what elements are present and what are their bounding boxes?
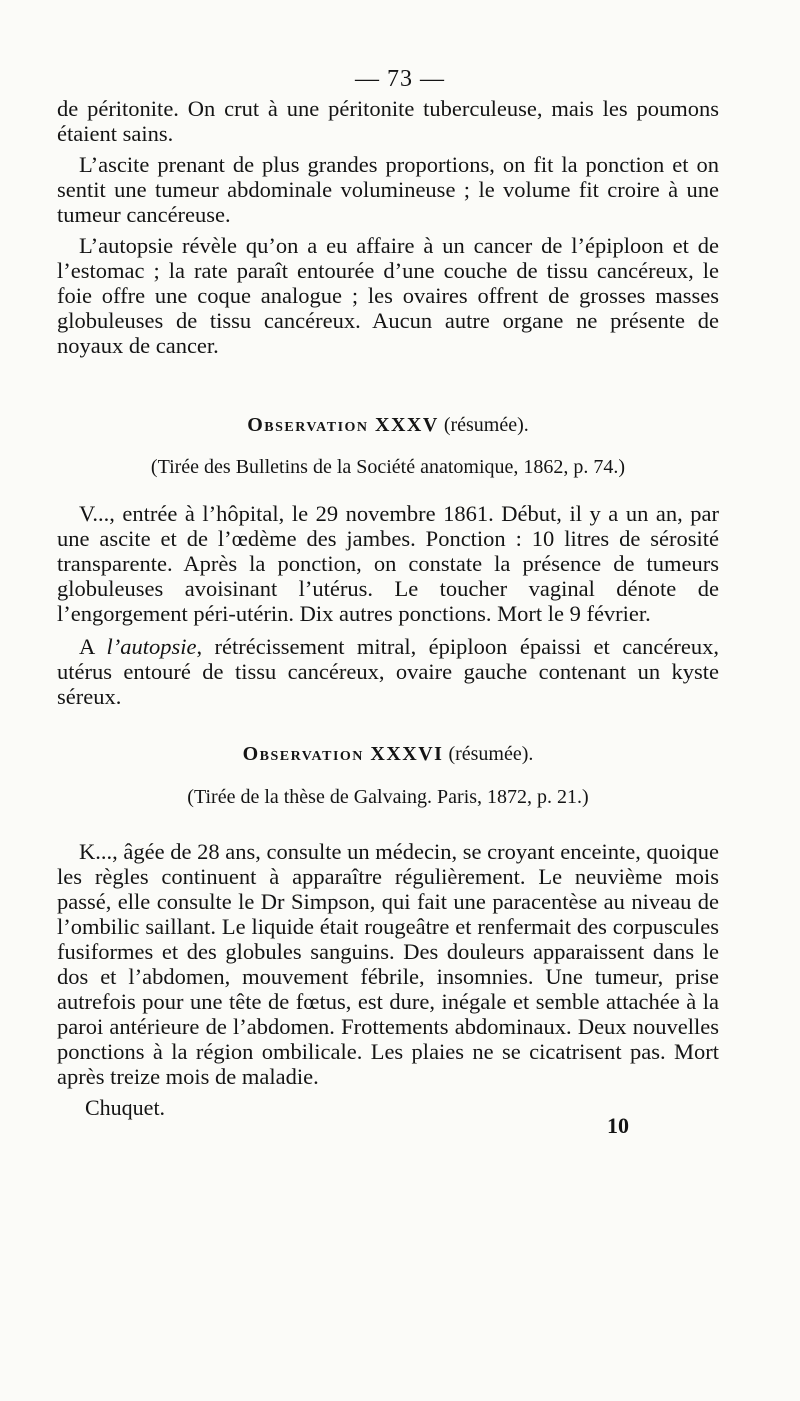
page-footer	[57, 1095, 719, 1138]
autopsy-prefix: A	[79, 634, 107, 659]
observation-35-case: V..., entrée à l’hôpital, le 29 novembre 1861. Début, il y a un an, par une ascite et de l’œdème des jambes. Ponction : 10 litres de sérosité transparente. Après la ponction, on constate la présence de tumeurs globuleuses avoisinant l’utérus. Le toucher vaginal dénote de l’engorgement péri-utérin. Dix autres ponctions. Mort le 9 février.	[57, 501, 719, 626]
observation-36-suffix: (résumée).	[443, 743, 534, 765]
observation-36-case: K..., âgée de 28 ans, consulte un médecin, se croyant enceinte, quoique les règles continuent à apparaître régulièrement. Le neuvième mois passé, elle consulte le Dr Simpson, qui fait une paracentèse au niveau de l’ombilic saillant. Le liquide était rougeâtre et renfermait des corpuscules fusiformes et des globules sanguins. Des douleurs apparaissent dans le dos et l’abdomen, mouvement fébrile, insomnies. Une tumeur, prise autrefois pour une tête de fœtus, est dure, inégale et semble attachée à la paroi antérieure de l’abdomen. Frottements abdominaux. Deux nouvelles ponctions à la région ombilicale. Les plaies ne se cicatrisent pas. Mort après treize mois de maladie.	[57, 839, 719, 1089]
observation-35-source: (Tirée des Bulletins de la Société anatomique, 1862, p. 74.)	[150, 456, 626, 478]
paragraph-ascite: L’ascite prenant de plus grandes proportions, on fit la ponction et on sentit une tumeur abdominale volumineuse ; le volume fit croire à une tumeur cancéreuse.	[57, 152, 719, 227]
autopsy-findings: , rétrécissement mitral, épiploon épaissi et cancéreux, utérus entouré de tissu cancéreux, ovaire gauche contenant un kyste séreux.	[57, 634, 719, 709]
observation-35-suffix: (résumée).	[438, 414, 529, 436]
observation-36-heading	[57, 743, 719, 766]
observation-36-title: Observation XXXVI	[242, 743, 444, 765]
printer-signature: Chuquet.	[85, 1095, 166, 1120]
observation-35-autopsy	[57, 634, 719, 709]
paragraph-continuation: de péritonite. On crut à une péritonite tuberculeuse, mais les poumons étaient sains.	[57, 96, 719, 146]
observation-36-source: (Tirée de la thèse de Galvaing. Paris, 1872, p. 21.)	[187, 786, 589, 808]
page-number: — 73 —	[355, 66, 445, 92]
observation-35-heading	[57, 414, 719, 437]
observation-35-title: Observation XXXV	[247, 414, 439, 436]
sheet-number: 10	[607, 1113, 629, 1138]
paragraph-autopsie: L’autopsie révèle qu’on a eu affaire à un cancer de l’épiploon et de l’estomac ; la rate paraît entourée d’une couche de tissu cancéreux, le foie offre une coque analogue ; les ovaires offrent de grosses masses globuleuses de tissu cancéreux. Aucun autre organe ne présente de noyaux de cancer.	[57, 233, 719, 358]
autopsy-italic: l’autopsie	[106, 634, 197, 659]
page-body	[57, 96, 719, 1138]
